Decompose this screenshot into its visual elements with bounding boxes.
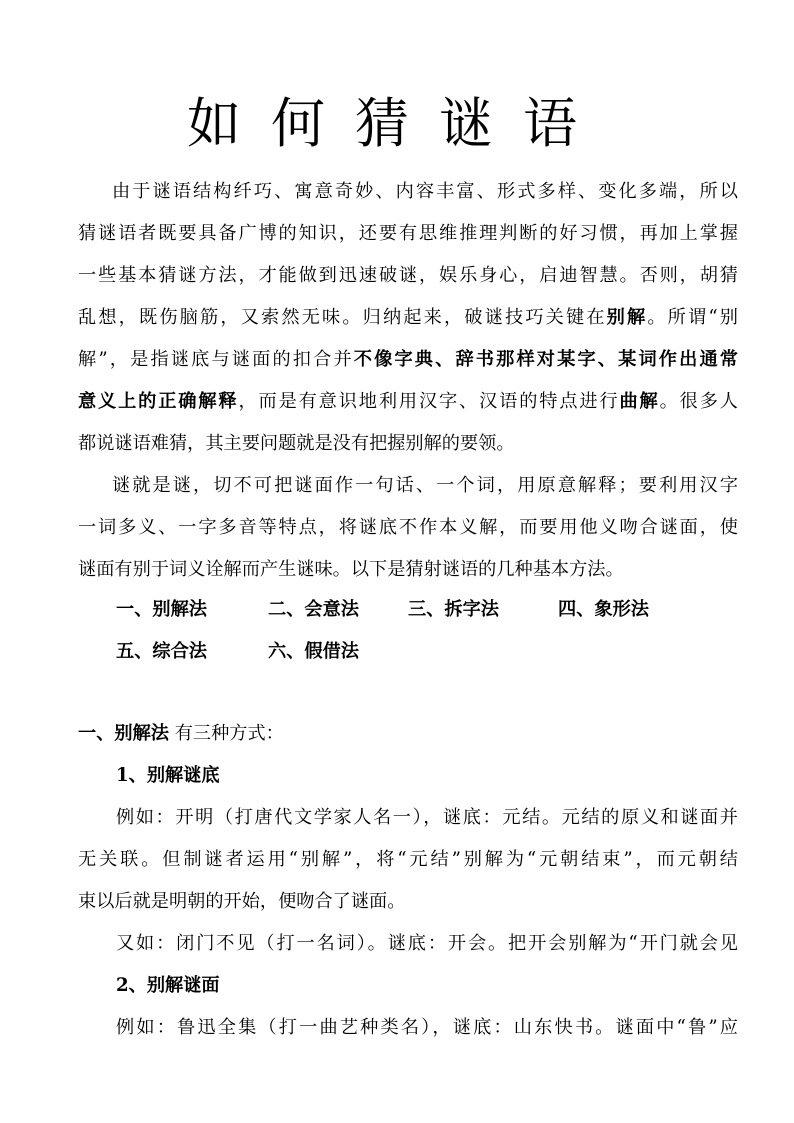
section-heading: 一、别解法 (78, 723, 169, 744)
paragraph-1-line-7: 都说谜语难猜，其主要问题就是没有把握别解的要领。 (78, 433, 515, 454)
method-list-row-2 (116, 640, 359, 664)
paragraph-2-line-3: 谜面有别于词义诠解而产生谜味。以下是猜射谜语的几种基本方法。 (78, 559, 624, 580)
paragraph-1-line-2: 猜谜语者既要具备广博的知识，还要有思维推理判断的好习惯，再加上掌握 (78, 223, 738, 244)
text-run: 。很多人 (659, 391, 738, 412)
paragraph-1-line-4 (78, 306, 738, 330)
page-title: 如何猜谜语 (187, 92, 607, 155)
text-run: 解”，是指谜底与谜面的扣合并 (78, 349, 354, 370)
example-3-line-1: 例如：鲁迅全集（打一曲艺种类名），谜底：山东快书。谜面中“鲁”应 (116, 1017, 738, 1038)
method-item: 五、综合法 (116, 641, 207, 662)
method-item: 三、拆字法 (408, 599, 499, 620)
section-1-heading (78, 722, 284, 746)
method-item: 四、象形法 (558, 599, 649, 620)
text-run: 乱想，既伤脑筋，又索然无味。归纳起来，破谜技巧关键在 (78, 307, 607, 328)
method-item: 二、会意法 (268, 599, 359, 620)
paragraph-1-line-6 (78, 390, 738, 414)
subheading-2: 2、别解谜面 (116, 975, 220, 996)
example-1-line-3: 束以后就是明朝的开始，便吻合了谜面。 (78, 891, 406, 912)
example-1-line-2: 无关联。但制谜者运用“别解”，将“元结”别解为“元朝结束”，而元朝结 (78, 849, 738, 870)
paragraph-2-line-1: 谜就是谜，切不可把谜面作一句话、一个词，用原意解释；要利用汉字 (112, 475, 738, 496)
section-heading-note: 有三种方式： (168, 723, 284, 744)
bold-term: 曲解 (619, 391, 660, 412)
bold-term: 别解 (606, 307, 648, 328)
method-list-row-1 (116, 598, 649, 622)
bold-phrase: 不像字典、辞书那样对某字、某词作出通常 (353, 349, 738, 370)
example-1-line-1: 例如：开明（打唐代文学家人名一），谜底：元结。元结的原义和谜面并 (116, 807, 738, 828)
text-run: ，而是有意识地利用汉字、汉语的特点进行 (238, 391, 620, 412)
example-2: 又如：闭门不见（打一名词）。谜底：开会。把开会别解为“开门就会见 (116, 933, 738, 954)
method-item: 一、别解法 (116, 599, 207, 620)
method-item: 六、假借法 (268, 641, 359, 662)
subheading-1: 1、别解谜底 (116, 765, 220, 786)
paragraph-1-line-1: 由于谜语结构纤巧、寓意奇妙、内容丰富、形式多样、变化多端，所以 (112, 181, 738, 202)
paragraph-2-line-2: 一词多义、一字多音等特点，将谜底不作本义解，而要用他义吻合谜面，使 (78, 517, 738, 538)
paragraph-1-line-5 (78, 348, 738, 372)
paragraph-1-line-3: 一些基本猜谜方法，才能做到迅速破谜，娱乐身心，启迪智慧。否则，胡猜 (78, 265, 738, 286)
text-run: 。所谓“别 (647, 307, 738, 328)
bold-phrase: 意义上的正确解释 (78, 391, 239, 412)
